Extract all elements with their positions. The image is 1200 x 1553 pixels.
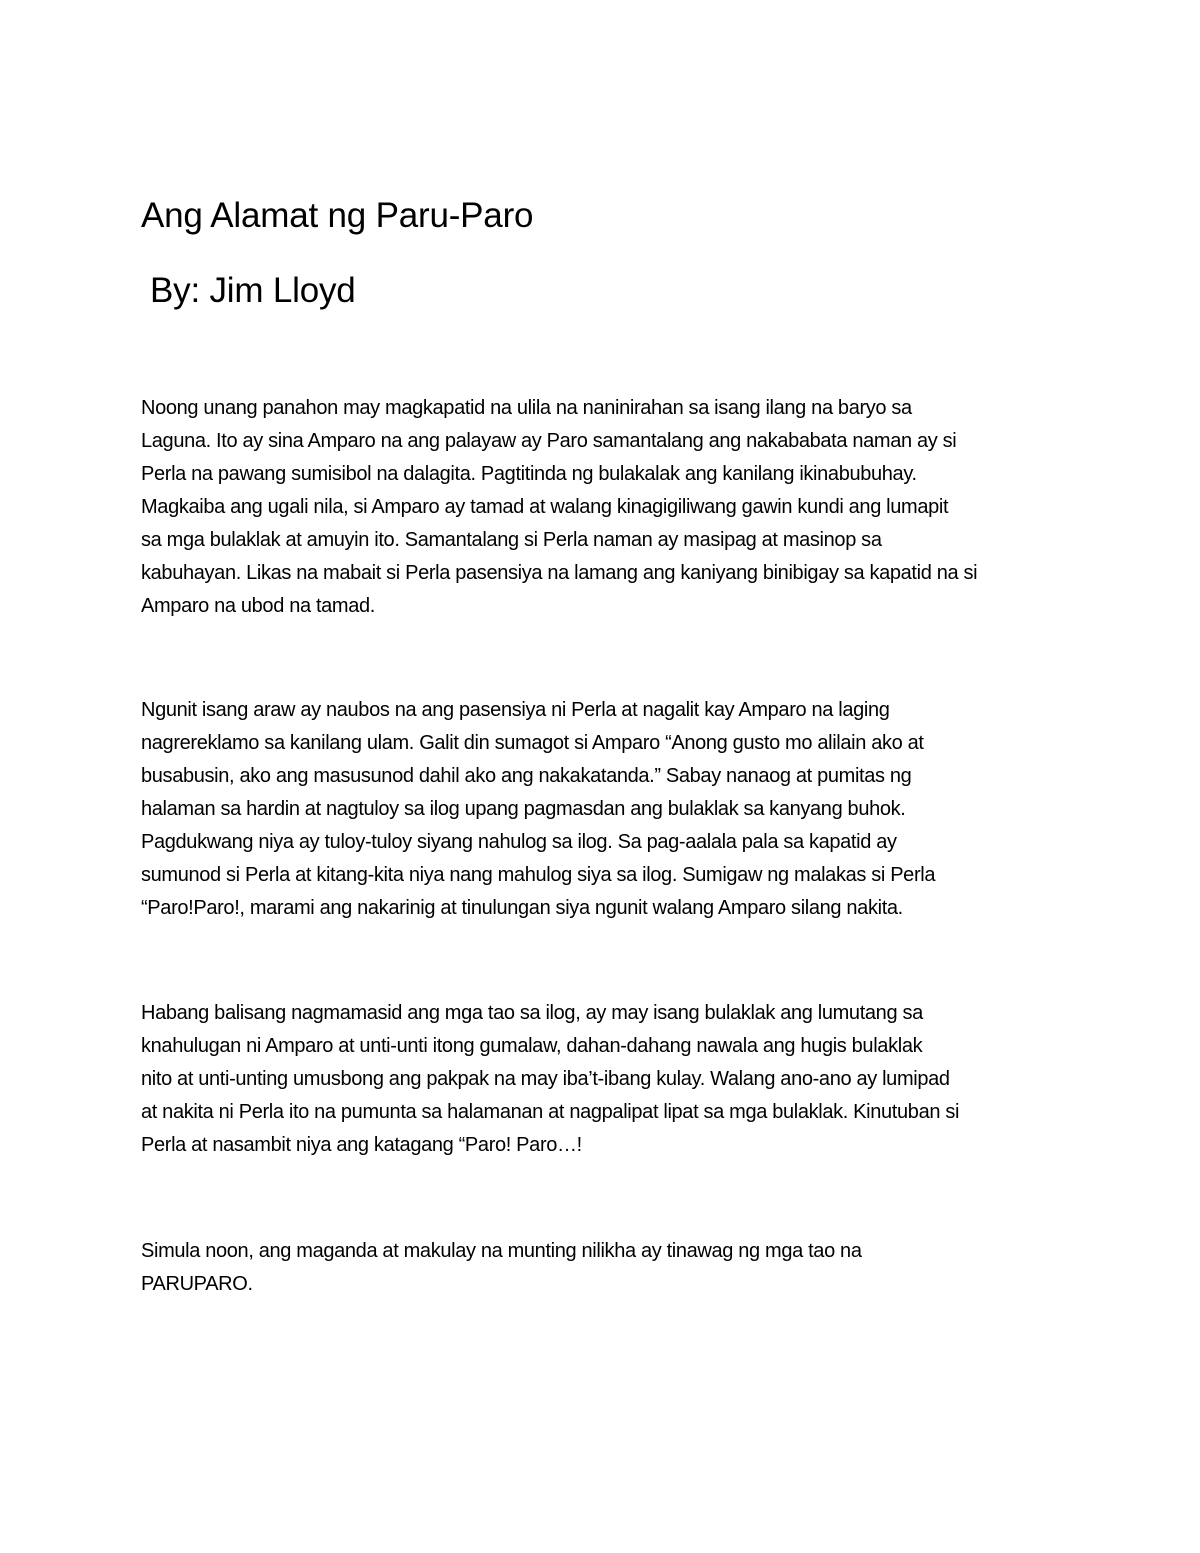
paragraph-2 (141, 694, 1071, 925)
paragraph-line: Perla at nasambit niya ang katagang “Paro! Paro…! (141, 1134, 582, 1156)
paragraph-line: busabusin, ako ang masusunod dahil ako ang nakakatanda.” Sabay nanaog at pumitas ng (141, 765, 912, 787)
paragraph-line: Magkaiba ang ugali nila, si Amparo ay tamad at walang kinagigiliwang gawin kundi ang lumapit (141, 496, 949, 518)
paragraph-line: Simula noon, ang maganda at makulay na munting nilikha ay tinawag ng mga tao na (141, 1240, 862, 1262)
paragraph-line: PARUPARO. (141, 1273, 253, 1295)
paragraph-line: nagrereklamo sa kanilang ulam. Galit din sumagot si Amparo “Anong gusto mo alilain ako at (141, 732, 924, 754)
paragraph-line: Laguna. Ito ay sina Amparo na ang palayaw ay Paro samantalang ang nakababata naman ay si (141, 430, 957, 452)
paragraph-1 (141, 392, 1071, 623)
paragraph-line: kabuhayan. Likas na mabait si Perla pasensiya na lamang ang kaniyang binibigay sa kapatid na si (141, 562, 978, 584)
paragraph-line: sa mga bulaklak at amuyin ito. Samantalang si Perla naman ay masipag at masinop sa (141, 529, 882, 551)
paragraph-line: nito at unti-unting umusbong ang pakpak na may iba’t-ibang kulay. Walang ano-ano ay lumipad (141, 1068, 950, 1090)
paragraph-line: Noong unang panahon may magkapatid na ulila na naninirahan sa isang ilang na baryo sa (141, 397, 912, 419)
paragraph-3 (141, 997, 1071, 1162)
paragraph-line: Perla na pawang sumisibol na dalagita. Pagtitinda ng bulakalak ang kanilang ikinabubuhay. (141, 463, 917, 485)
paragraph-line: halaman sa hardin at nagtuloy sa ilog upang pagmasdan ang bulaklak sa kanyang buhok. (141, 798, 906, 820)
paragraph-line: Pagdukwang niya ay tuloy-tuloy siyang nahulog sa ilog. Sa pag-aalala pala sa kapatid ay (141, 831, 897, 853)
document-title: Ang Alamat ng Paru-Paro (141, 196, 534, 235)
paragraph-line: “Paro!Paro!, marami ang nakarinig at tinulungan siya ngunit walang Amparo silang nakita. (141, 897, 903, 919)
paragraph-4 (141, 1235, 1071, 1301)
paragraph-line: sumunod si Perla at kitang-kita niya nang mahulog siya sa ilog. Sumigaw ng malakas si Perla (141, 864, 936, 886)
document-author: By: Jim Lloyd (150, 271, 356, 310)
paragraph-line: Habang balisang nagmamasid ang mga tao sa ilog, ay may isang bulaklak ang lumutang sa (141, 1002, 923, 1024)
paragraph-line: knahulugan ni Amparo at unti-unti itong gumalaw, dahan-dahang nawala ang hugis bulaklak (141, 1035, 923, 1057)
paragraph-line: Amparo na ubod na tamad. (141, 595, 375, 617)
paragraph-line: at nakita ni Perla ito na pumunta sa halamanan at nagpalipat lipat sa mga bulaklak. Kinutuban si (141, 1101, 960, 1123)
paragraph-line: Ngunit isang araw ay naubos na ang pasensiya ni Perla at nagalit kay Amparo na laging (141, 699, 890, 721)
